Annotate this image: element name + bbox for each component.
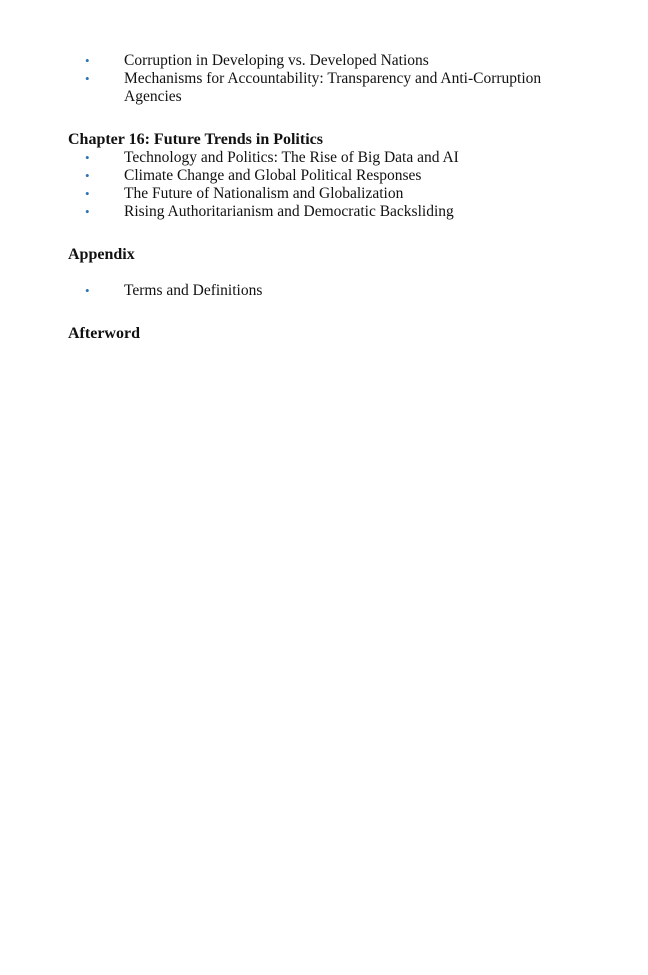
list-item bbox=[0, 52, 648, 70]
list-item bbox=[0, 282, 648, 300]
list-item bbox=[0, 185, 648, 203]
list-item bbox=[0, 203, 648, 221]
list-item bbox=[0, 167, 648, 185]
bullet-icon: • bbox=[85, 168, 90, 183]
list-item bbox=[0, 70, 648, 106]
list-item-text: The Future of Nationalism and Globalization bbox=[124, 185, 404, 202]
bullet-icon: • bbox=[85, 150, 90, 165]
bullet-icon: • bbox=[85, 186, 90, 201]
list-item bbox=[0, 149, 648, 167]
bullet-list-corruption bbox=[0, 52, 648, 106]
list-item-text: Technology and Politics: The Rise of Big Data and AI bbox=[124, 149, 459, 166]
bullet-list-chapter-16 bbox=[0, 149, 648, 221]
list-item-text: Rising Authoritarianism and Democratic Backsliding bbox=[124, 203, 454, 220]
bullet-icon: • bbox=[85, 53, 90, 68]
afterword-heading: Afterword bbox=[68, 325, 140, 342]
list-item-text: Corruption in Developing vs. Developed Nations bbox=[124, 52, 429, 69]
appendix-heading: Appendix bbox=[68, 246, 135, 263]
bullet-icon: • bbox=[85, 283, 90, 298]
bullet-icon: • bbox=[85, 71, 90, 86]
list-item-text: Mechanisms for Accountability: Transparency and Anti-Corruption Agencies bbox=[124, 70, 542, 105]
list-item-text: Climate Change and Global Political Responses bbox=[124, 167, 422, 184]
list-item-text: Terms and Definitions bbox=[124, 282, 263, 299]
bullet-list-appendix bbox=[0, 282, 648, 300]
chapter-16-heading: Chapter 16: Future Trends in Politics bbox=[68, 131, 323, 148]
bullet-icon: • bbox=[85, 204, 90, 219]
